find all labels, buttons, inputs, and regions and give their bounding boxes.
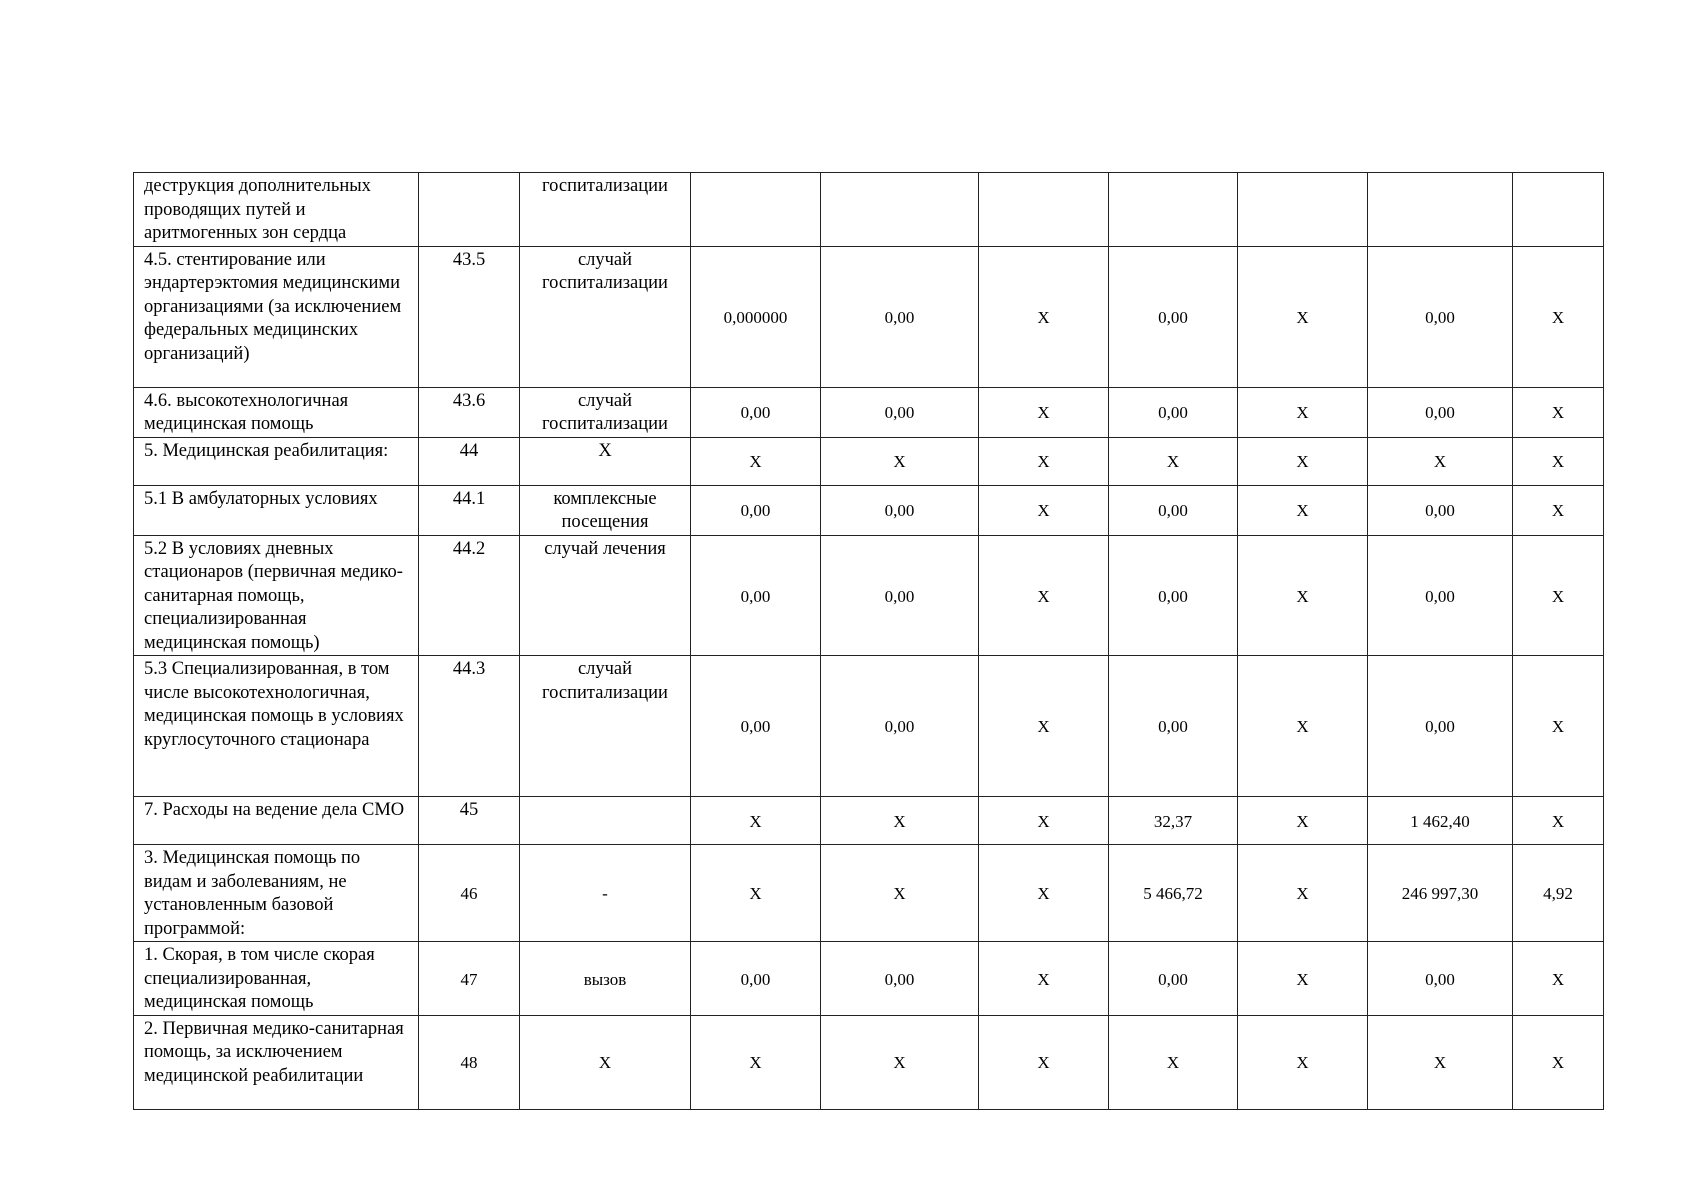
row-value: 0,00 (1368, 535, 1513, 656)
row-value: 0,00 (1109, 535, 1238, 656)
row-value (1109, 173, 1238, 247)
row-unit: - (520, 845, 691, 942)
row-value: Х (1368, 1015, 1513, 1109)
row-value: 0,00 (1368, 656, 1513, 797)
row-value: 0,00 (1368, 387, 1513, 437)
row-name: 5.1 В амбулаторных условиях (134, 485, 419, 535)
table-body (134, 173, 1604, 1110)
row-name: 5.3 Специализированная, в том числе высокотехнологичная, медицинская помощь в условиях круглосуточного стационара (134, 656, 419, 797)
row-value: Х (1238, 797, 1368, 845)
row-unit: Х (520, 437, 691, 485)
row-value: Х (1238, 1015, 1368, 1109)
row-value: Х (979, 535, 1109, 656)
row-value: Х (979, 1015, 1109, 1109)
row-code: 43.6 (419, 387, 520, 437)
row-value: 0,00 (821, 942, 979, 1016)
table-row (134, 246, 1604, 387)
row-value: Х (1238, 535, 1368, 656)
table-row (134, 173, 1604, 247)
row-value: Х (1513, 535, 1604, 656)
table-row (134, 1015, 1604, 1109)
row-value: Х (821, 437, 979, 485)
row-value: Х (691, 797, 821, 845)
row-value: Х (821, 845, 979, 942)
row-value: 0,00 (1368, 485, 1513, 535)
row-value: Х (979, 246, 1109, 387)
row-value: Х (691, 845, 821, 942)
row-name: 2. Первичная медико-санитарная помощь, за исключением медицинской реабилитации (134, 1015, 419, 1109)
row-value: Х (1109, 437, 1238, 485)
row-value: 0,00 (1368, 246, 1513, 387)
table-row (134, 535, 1604, 656)
row-value: 0,00 (1109, 485, 1238, 535)
row-value: Х (1513, 942, 1604, 1016)
row-value: 0,00 (691, 485, 821, 535)
table-row (134, 485, 1604, 535)
row-value: Х (979, 485, 1109, 535)
row-code: 44.3 (419, 656, 520, 797)
row-name: 4.5. стентирование или эндартерэктомия медицинскими организациями (за исключением федеральных медицинских организаций) (134, 246, 419, 387)
row-value: Х (1238, 845, 1368, 942)
row-unit: случай госпитализации (520, 246, 691, 387)
table-row (134, 942, 1604, 1016)
row-name: 1. Скорая, в том числе скорая специализированная, медицинская помощь (134, 942, 419, 1016)
table-row (134, 437, 1604, 485)
row-value (979, 173, 1109, 247)
row-value: Х (821, 1015, 979, 1109)
table-row (134, 797, 1604, 845)
row-value: 0,00 (1109, 942, 1238, 1016)
row-value: Х (1238, 656, 1368, 797)
row-name: 3. Медицинская помощь по видам и заболеваниям, не установленным базовой программой: (134, 845, 419, 942)
table-row (134, 387, 1604, 437)
row-value: 0,00 (691, 387, 821, 437)
medical-care-table (133, 172, 1604, 1110)
row-value (1238, 173, 1368, 247)
row-value: Х (1238, 246, 1368, 387)
row-value: 4,92 (1513, 845, 1604, 942)
row-unit: вызов (520, 942, 691, 1016)
row-value: Х (821, 797, 979, 845)
row-value: 0,000000 (691, 246, 821, 387)
row-code: 44.2 (419, 535, 520, 656)
row-value: 1 462,40 (1368, 797, 1513, 845)
row-value (691, 173, 821, 247)
row-value: 0,00 (1109, 387, 1238, 437)
row-code: 43.5 (419, 246, 520, 387)
row-unit: случай госпитализации (520, 656, 691, 797)
row-value (1513, 173, 1604, 247)
row-code: 48 (419, 1015, 520, 1109)
row-name: 7. Расходы на ведение дела СМО (134, 797, 419, 845)
row-value: Х (1238, 387, 1368, 437)
row-unit: комплексные посещения (520, 485, 691, 535)
row-unit: госпитализации (520, 173, 691, 247)
row-value: Х (1368, 437, 1513, 485)
row-code: 46 (419, 845, 520, 942)
row-value: Х (691, 437, 821, 485)
row-value: Х (1238, 485, 1368, 535)
row-value: Х (1109, 1015, 1238, 1109)
row-value: 0,00 (1368, 942, 1513, 1016)
row-value: Х (979, 797, 1109, 845)
row-unit: случай госпитализации (520, 387, 691, 437)
row-name: 4.6. высокотехнологичная медицинская помощь (134, 387, 419, 437)
row-value (1368, 173, 1513, 247)
row-value: Х (979, 656, 1109, 797)
row-name: деструкция дополнительных проводящих путей и аритмогенных зон сердца (134, 173, 419, 247)
row-value: 0,00 (1109, 656, 1238, 797)
row-value: 0,00 (691, 535, 821, 656)
row-value: Х (1513, 437, 1604, 485)
row-value: Х (979, 942, 1109, 1016)
row-value: 0,00 (821, 246, 979, 387)
row-value: 0,00 (821, 656, 979, 797)
row-value: Х (979, 437, 1109, 485)
row-value: 5 466,72 (1109, 845, 1238, 942)
row-value: Х (1513, 387, 1604, 437)
table-row (134, 845, 1604, 942)
row-value (821, 173, 979, 247)
row-code: 45 (419, 797, 520, 845)
row-code: 44.1 (419, 485, 520, 535)
row-unit: Х (520, 1015, 691, 1109)
row-value: 0,00 (821, 387, 979, 437)
row-code: 44 (419, 437, 520, 485)
row-value: Х (979, 387, 1109, 437)
row-value: Х (979, 845, 1109, 942)
row-value: 0,00 (821, 535, 979, 656)
row-value: Х (1513, 485, 1604, 535)
row-value: Х (1513, 1015, 1604, 1109)
row-value: 0,00 (691, 942, 821, 1016)
row-value: Х (1513, 797, 1604, 845)
row-value: 0,00 (691, 656, 821, 797)
row-name: 5.2 В условиях дневных стационаров (первичная медико-санитарная помощь, специализированная медицинская помощь) (134, 535, 419, 656)
row-value: 246 997,30 (1368, 845, 1513, 942)
row-value: Х (691, 1015, 821, 1109)
row-value: 0,00 (1109, 246, 1238, 387)
row-value: Х (1513, 656, 1604, 797)
row-value: 32,37 (1109, 797, 1238, 845)
row-name: 5. Медицинская реабилитация: (134, 437, 419, 485)
table-row (134, 656, 1604, 797)
row-code (419, 173, 520, 247)
row-value: Х (1238, 437, 1368, 485)
row-value: Х (1238, 942, 1368, 1016)
row-unit (520, 797, 691, 845)
row-unit: случай лечения (520, 535, 691, 656)
row-value: 0,00 (821, 485, 979, 535)
row-value: Х (1513, 246, 1604, 387)
row-code: 47 (419, 942, 520, 1016)
